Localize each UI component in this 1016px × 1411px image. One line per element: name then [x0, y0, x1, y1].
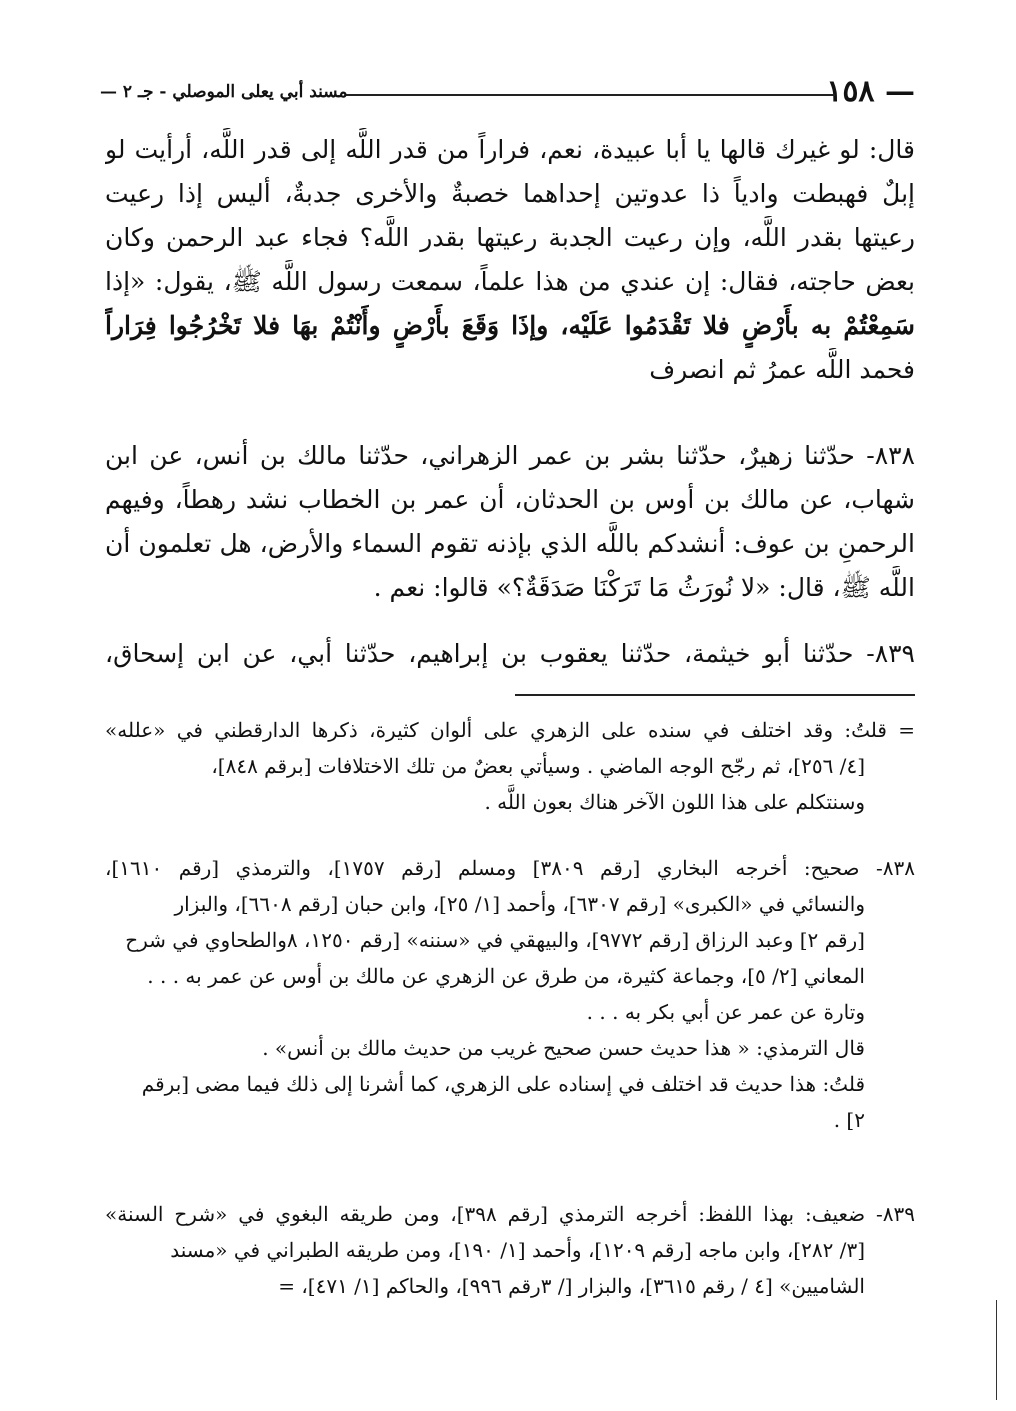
footnote-continued — [105, 712, 915, 820]
hadith-838 — [105, 434, 915, 610]
footnote-839 — [105, 1196, 915, 1304]
text-line: رعيتها بقدر اللَّه، وإن رعيت الجدبة رعيتها بقدر اللَّه؟ فجاء عبد الرحمن وكان — [105, 223, 915, 252]
header-rule — [345, 94, 835, 96]
text-line: اللَّه ﷺ، قال: «لا نُورَثُ مَا تَرَكْنَا صَدَقَةٌ؟» قالوا: نعم . — [373, 573, 915, 602]
text-line: قال: لو غيرك قالها يا أبا عبيدة، نعم، فراراً من قدر اللَّه إلى قدر اللَّه، أرأيت لو — [105, 135, 915, 164]
footnote-line: [رقم ٢] وعبد الرزاق [رقم ٩٧٧٢]، والبيهقي في «سننه» [رقم ١٢٥٠، ٨والطحاوي في شرح — [125, 928, 865, 952]
hadith-839 — [105, 632, 915, 676]
footnote-line: وسنتكلم على هذا اللون الآخر هناك بعون اللَّه . — [484, 790, 865, 814]
footnote-line: = قلتُ: وقد اختلف في سنده على الزهري على ألوان كثيرة، ذكرها الدارقطني في «علله» — [105, 718, 915, 742]
footnote-separator — [515, 694, 915, 696]
hadith-heading-line: ٨٣٨- حدّثنا زهيرٌ، حدّثنا بشر بن عمر الزهراني، حدّثنا مالك بن أنس، عن ابن — [105, 441, 915, 470]
scan-margin-mark — [996, 1300, 997, 1400]
text-line: الرحمنِ بن عوف: أنشدكم باللَّه الذي بإذنه تقوم السماء والأرض، هل تعلمون أن — [105, 529, 915, 558]
hadith-quote-line: سَمِعْتُمْ به بأَرْضٍ فلا تَقْدَمُوا عَلَيْه، وإذَا وَقَعَ بأَرْضٍ وأَنْتُمْ بهَا فلا تَخْرُجُوا فِرَاراً — [105, 311, 915, 340]
main-paragraph-1 — [105, 128, 915, 392]
footnote-line: الشاميين» [٤ / رقم ٣٦١٥]، والبزار [/ ٣رقم ٩٩٦]، والحاكم [١/ ٤٧١]، = — [278, 1274, 865, 1298]
footnote-line: ٨٣٩- ضعيف: بهذا اللفظ: أخرجه الترمذي [رقم ٣٩٨]، ومن طريقه البغوي في «شرح السنة» — [105, 1202, 915, 1226]
page-number: — ١٥٨ — [826, 74, 915, 109]
page-header — [100, 74, 915, 110]
footnote-line: وتارة عن عمر عن أبي بكر به . . . — [586, 1000, 865, 1024]
running-title: مسند أبي يعلى الموصلي - جـ ٢ — — [100, 82, 348, 102]
footnote-line: [٣/ ٢٨٢]، وابن ماجه [رقم ١٢٠٩]، وأحمد [١/ ١٩٠]، ومن طريقه الطبراني في «مسند — [170, 1238, 865, 1262]
footnote-line: [٤/ ٢٥٦]، ثم رجّح الوجه الماضي . وسيأتي بعضٌ من تلك الاختلافات [برقم ٨٤٨]، — [211, 754, 865, 778]
footnote-line: ٢] . — [833, 1108, 865, 1132]
text-line: شهاب، عن مالك بن أوس بن الحدثان، أن عمر بن الخطاب نشد رهطاً، وفيهم — [105, 485, 915, 514]
text-line: بعض حاجته، فقال: إن عندي من هذا علماً، سمعت رسول اللَّه ﷺ، يقول: «إذا — [105, 267, 915, 296]
footnote-line: قال الترمذي: « هذا حديث حسن صحيح غريب من حديث مالك بن أنس» . — [262, 1036, 865, 1060]
footnote-838 — [105, 850, 915, 1138]
footnote-line: والنسائي في «الكبرى» [رقم ٦٣٠٧]، وأحمد [١/ ٢٥]، وابن حبان [رقم ٦٦٠٨]، والبزار — [174, 892, 865, 916]
footnote-line: ٨٣٨- صحيح: أخرجه البخاري [رقم ٣٨٠٩] ومسلم [رقم ١٧٥٧]، والترمذي [رقم ١٦١٠]، — [105, 856, 915, 880]
text-line: فحمد اللَّه عمرُ ثم انصرف — [649, 355, 915, 384]
footnote-line: قلتُ: هذا حديث قد اختلف في إسناده على الزهري، كما أشرنا إلى ذلك فيما مضى [برقم — [141, 1072, 865, 1096]
text-line: إبلٌ فهبطت وادياً ذا عدوتين إحداهما خصبةٌ والأخرى جدبةٌ، أليس إذا رعيت — [105, 179, 915, 208]
footnote-line: المعاني [٢/ ٥]، وجماعة كثيرة، من طرق عن الزهري عن مالك بن أوس عن عمر به . . . — [147, 964, 865, 988]
hadith-heading-line: ٨٣٩- حدّثنا أبو خيثمة، حدّثنا يعقوب بن إبراهيم، حدّثنا أبي، عن ابن إسحاق، — [105, 639, 915, 668]
